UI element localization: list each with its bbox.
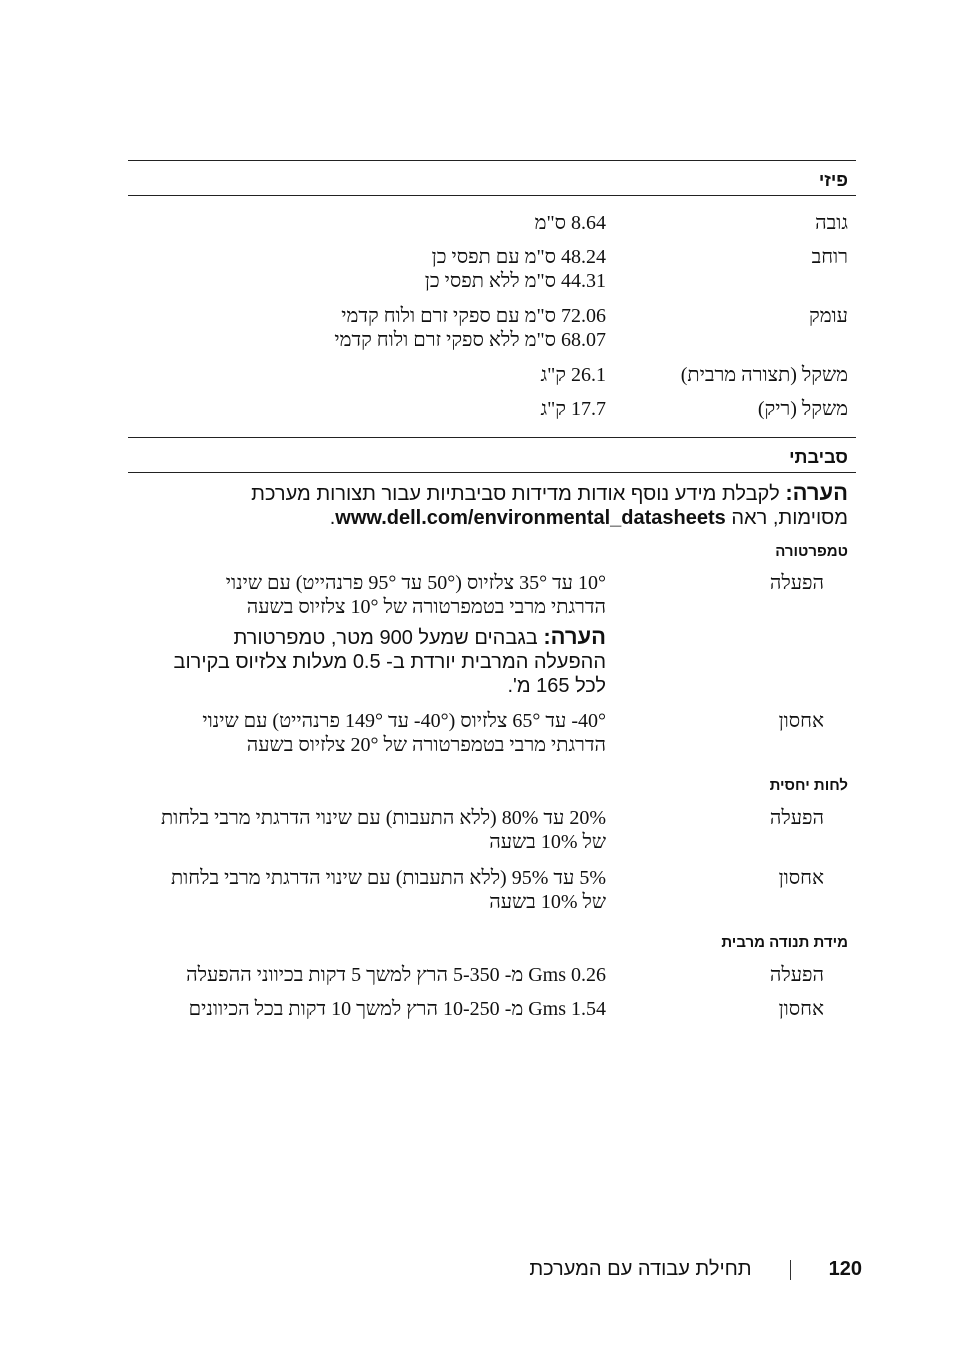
spec-value-line: 17.7 ק"ג: [540, 398, 606, 420]
spec-value-line: של 10% בשעה: [489, 891, 606, 913]
spec-value-line: 48.24 ס"מ עם תפסי כן: [431, 246, 606, 268]
datasheets-link[interactable]: www.dell.com/environmental_datasheets: [335, 507, 726, 529]
spec-value: [128, 397, 606, 421]
spec-label: אחסון: [778, 710, 824, 732]
section-title-environmental: סביבתי: [128, 438, 856, 473]
spec-value: [128, 363, 606, 387]
spec-label: הפעלה: [769, 964, 824, 986]
temp-row-storage: [128, 709, 856, 757]
subhead-vibration: מידת תנודה מרבית: [721, 934, 848, 951]
spec-value: [128, 963, 606, 987]
spec-label: עומק: [809, 305, 848, 327]
vibration-row-operating: [128, 963, 856, 987]
spec-value-line: 8.64 ס"מ: [534, 212, 606, 234]
vibration-row-storage: [128, 997, 856, 1021]
spec-label: משקל (ריק): [757, 398, 848, 420]
spec-value-line: הדרגתי מרבי בטמפרטורה של ‎20°‎ צלזיוס בשעה: [246, 734, 606, 756]
spec-label: הפעלה: [769, 807, 824, 829]
spec-label: אחסון: [778, 998, 824, 1020]
spec-value-line: 1.54 Gms מ- 10-250 הרץ למשך 10 דקות בכל הכיוונים: [188, 998, 606, 1020]
spec-value: [128, 997, 606, 1021]
spec-value-line: 44.31 ס"מ ללא תפסי כן: [424, 270, 606, 292]
spec-label: אחסון: [778, 867, 824, 889]
spec-value: [128, 806, 606, 854]
note-text: בגבהים שמעל 900 מטר, טמפרטורת: [233, 627, 538, 649]
spec-label: גובה: [815, 212, 848, 234]
note-label: הערה:: [785, 480, 848, 505]
humidity-row-storage: [128, 866, 856, 914]
note-text: מסוימות, ראה: [731, 507, 848, 529]
temp-row-operating: [128, 571, 856, 698]
subhead-humidity: לחות יחסית: [769, 777, 848, 794]
subhead-temperature: טמפרטורה: [775, 543, 848, 560]
section-title-physical: פיזי: [128, 161, 856, 196]
footer-divider: [790, 1260, 791, 1280]
spec-row-weight-max: [128, 363, 856, 387]
spec-value-line: של 10% בשעה: [489, 831, 606, 853]
altitude-note: [128, 625, 606, 698]
spec-value-line: 68.07 ס"מ ללא ספקי זרם ולוח קדמי: [334, 329, 606, 351]
note-label: הערה:: [543, 624, 606, 649]
spec-value-line: ‎10°‎ עד ‎35°‎ צלזיוס (‎50°‎ עד ‎95°‎ פרנהייט) עם שינוי: [225, 572, 606, 594]
spec-label: רוחב: [811, 246, 848, 268]
spec-value-line: ‎-40°‎ עד ‎65°‎ צלזיוס (‎-40°‎ עד ‎149°‎ פרנהייט) עם שינוי: [202, 710, 606, 732]
spec-value-line: 20% עד 80% (ללא התעבות) עם שינוי הדרגתי מרבי בלחות: [160, 807, 606, 829]
spec-label: הפעלה: [769, 572, 824, 594]
environmental-note: הערה: לקבלת מידע נוסף אודות מדידות סביבתיות עבור תצורות מערכת מסוימות, ראה www.dell.com/environmental_datasheets.: [251, 480, 848, 529]
spec-value: [128, 571, 606, 698]
spec-value-line: 72.06 ס"מ עם ספקי זרם ולוח קדמי: [341, 305, 606, 327]
spec-value-line: הדרגתי מרבי בטמפרטורה של ‎10°‎ צלזיוס בשעה: [246, 596, 606, 618]
spec-value: [128, 709, 606, 757]
spec-row-height: [128, 211, 856, 235]
spec-value-line: 5% עד 95% (ללא התעבות) עם שינוי הדרגתי מרבי בלחות: [170, 867, 606, 889]
spec-value-line: 0.26 Gms מ- 5-350 הרץ למשך 5 דקות בכיווני ההפעלה: [186, 964, 606, 986]
spec-label: משקל (תצורה מרבית): [680, 364, 848, 386]
spec-page: [128, 160, 856, 1021]
spec-row-width: [128, 245, 856, 293]
spec-value: [128, 211, 606, 235]
note-text: לקבלת מידע נוסף אודות מדידות סביבתיות עבור תצורות מערכת: [251, 483, 780, 505]
page-footer: [529, 1258, 862, 1281]
note-text: ההפעלה המרבית יורדת ב- 0.5 מעלות צלזיוס בקירוב: [173, 651, 606, 673]
page-number: 120: [828, 1258, 862, 1280]
humidity-row-operating: [128, 806, 856, 854]
spec-value: [128, 304, 606, 352]
spec-row-depth: [128, 304, 856, 352]
spec-row-weight-empty: [128, 397, 856, 421]
spec-value: [128, 866, 606, 914]
chapter-title: תחילת עבודה עם המערכת: [529, 1258, 752, 1280]
spec-value-line: 26.1 ק"ג: [540, 364, 606, 386]
note-text: לכל 165 מ'.: [507, 675, 606, 697]
spec-value: [128, 245, 606, 293]
